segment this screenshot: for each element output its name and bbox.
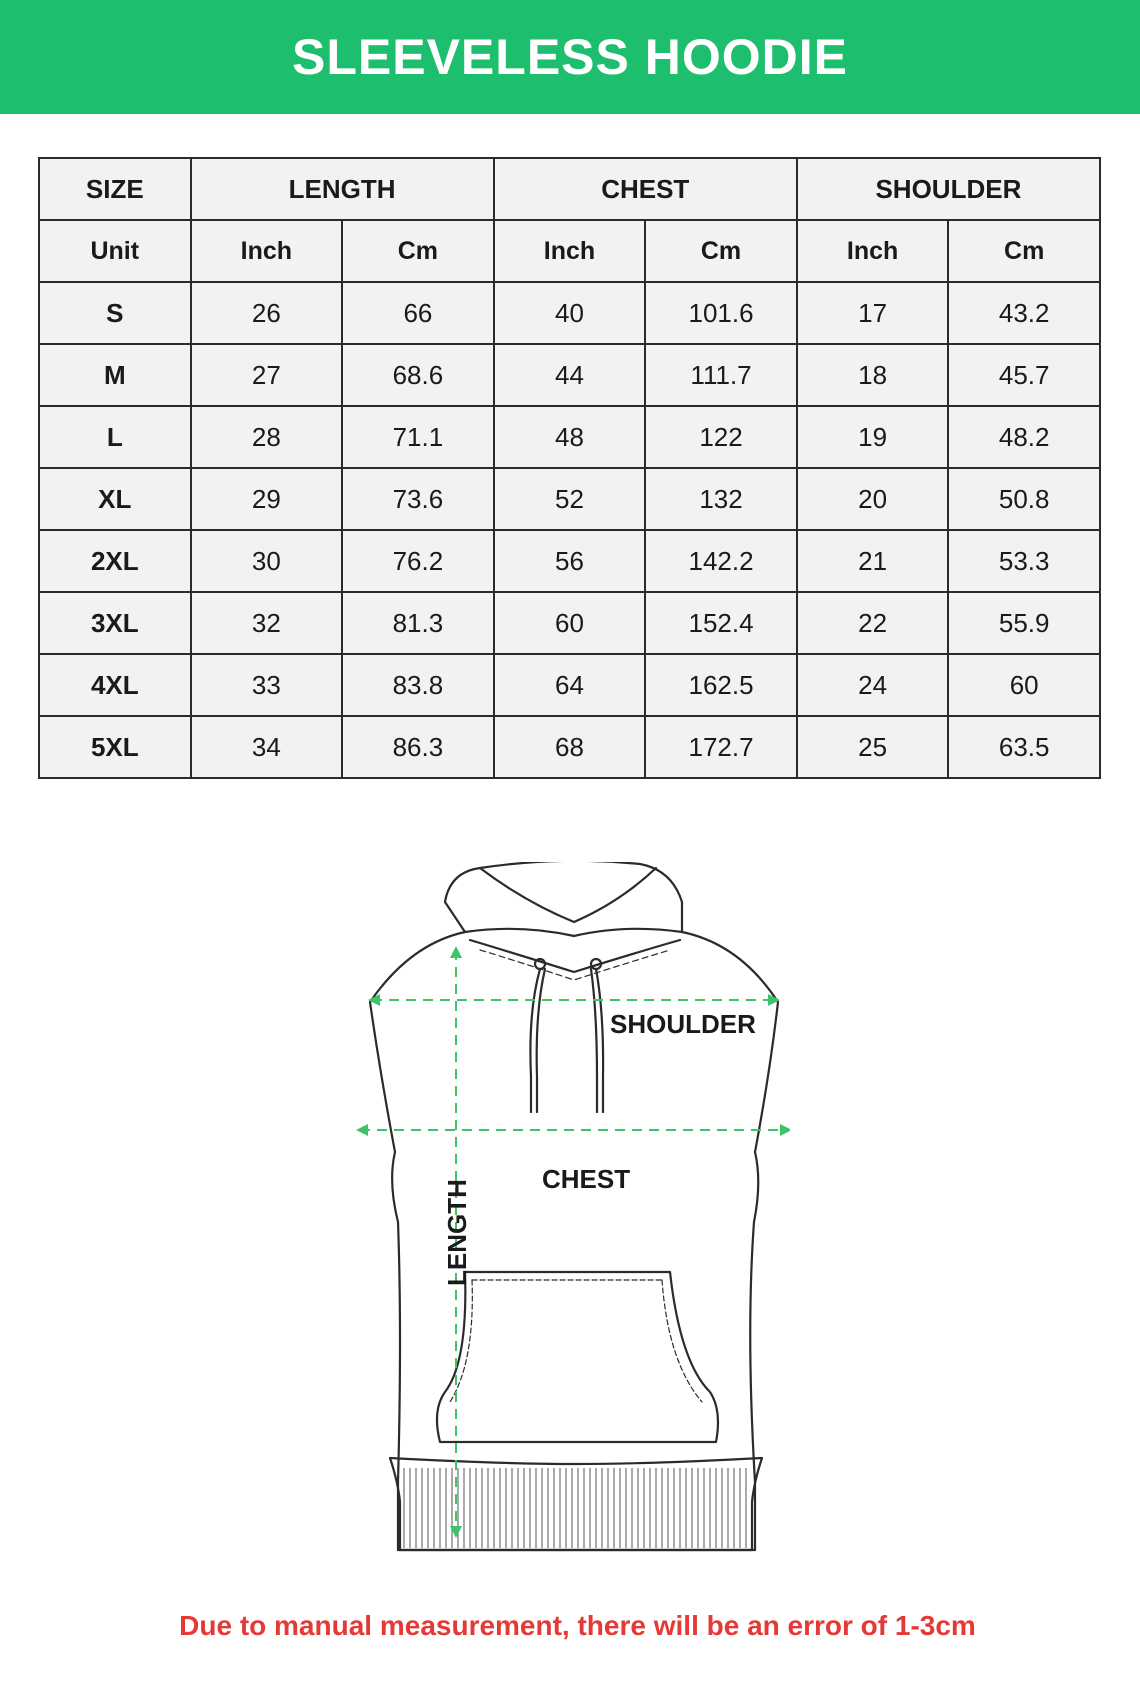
measure-cell: 71.1 [342, 406, 494, 468]
measure-cell: 162.5 [645, 654, 797, 716]
measure-cell: 53.3 [948, 530, 1100, 592]
header-size: SIZE [39, 158, 191, 220]
measure-cell: 21 [797, 530, 949, 592]
hood-outline [445, 862, 682, 932]
drawstring-left [530, 969, 540, 1112]
measure-cell: 86.3 [342, 716, 494, 778]
measure-cell: 34 [191, 716, 343, 778]
measure-cell: 68 [494, 716, 646, 778]
measure-cell: 60 [948, 654, 1100, 716]
measure-cell: 73.6 [342, 468, 494, 530]
measurement-note: Due to manual measurement, there will be an error of 1-3cm [179, 1610, 976, 1641]
title-banner [0, 0, 1140, 114]
size-cell: XL [39, 468, 191, 530]
header-shoulder: SHOULDER [797, 158, 1100, 220]
measure-cell: 52 [494, 468, 646, 530]
chest-arrow-left [356, 1124, 368, 1136]
shoulder-label: SHOULDER [610, 1009, 756, 1039]
measure-cell: 111.7 [645, 344, 797, 406]
measure-cell: 66 [342, 282, 494, 344]
unit-cell: Cm [948, 220, 1100, 282]
table-row [39, 344, 1100, 406]
measure-cell: 44 [494, 344, 646, 406]
measure-cell: 50.8 [948, 468, 1100, 530]
measure-cell: 56 [494, 530, 646, 592]
chest-label: CHEST [542, 1164, 631, 1194]
measure-cell: 60 [494, 592, 646, 654]
measure-cell: 43.2 [948, 282, 1100, 344]
measure-cell: 20 [797, 468, 949, 530]
table-row [39, 530, 1100, 592]
table-row [39, 282, 1100, 344]
header-length: LENGTH [191, 158, 494, 220]
chest-arrow-right [780, 1124, 790, 1136]
measure-cell: 76.2 [342, 530, 494, 592]
measure-cell: 83.8 [342, 654, 494, 716]
measure-cell: 29 [191, 468, 343, 530]
measure-cell: 172.7 [645, 716, 797, 778]
pocket-outline [437, 1272, 718, 1442]
measure-cell: 25 [797, 716, 949, 778]
table-row [39, 592, 1100, 654]
size-chart-table [38, 157, 1101, 779]
measure-cell: 33 [191, 654, 343, 716]
table-row [39, 716, 1100, 778]
measure-cell: 24 [797, 654, 949, 716]
measure-cell: 45.7 [948, 344, 1100, 406]
measure-cell: 19 [797, 406, 949, 468]
size-cell: 3XL [39, 592, 191, 654]
table-header-row [39, 158, 1100, 220]
size-cell: 4XL [39, 654, 191, 716]
measure-cell: 101.6 [645, 282, 797, 344]
unit-cell: Inch [494, 220, 646, 282]
measure-cell: 64 [494, 654, 646, 716]
header-chest: CHEST [494, 158, 797, 220]
table-row [39, 468, 1100, 530]
measure-cell: 48 [494, 406, 646, 468]
measure-cell: 55.9 [948, 592, 1100, 654]
unit-cell: Inch [191, 220, 343, 282]
length-label: LENGTH [441, 1179, 472, 1286]
measure-cell: 30 [191, 530, 343, 592]
measure-cell: 152.4 [645, 592, 797, 654]
table-row [39, 654, 1100, 716]
measure-cell: 63.5 [948, 716, 1100, 778]
size-cell: S [39, 282, 191, 344]
table-row [39, 406, 1100, 468]
length-arrow-top [450, 946, 462, 958]
page-title: SLEEVELESS HOODIE [291, 29, 848, 85]
measure-cell: 17 [797, 282, 949, 344]
measure-cell: 81.3 [342, 592, 494, 654]
measure-cell: 28 [191, 406, 343, 468]
size-cell: 5XL [39, 716, 191, 778]
unit-cell: Cm [342, 220, 494, 282]
measure-cell: 27 [191, 344, 343, 406]
measure-cell: 26 [191, 282, 343, 344]
measure-cell: 22 [797, 592, 949, 654]
measure-cell: 48.2 [948, 406, 1100, 468]
size-cell: M [39, 344, 191, 406]
unit-cell: Inch [797, 220, 949, 282]
size-cell: 2XL [39, 530, 191, 592]
measure-cell: 32 [191, 592, 343, 654]
unit-cell: Unit [39, 220, 191, 282]
measure-cell: 142.2 [645, 530, 797, 592]
measure-cell: 122 [645, 406, 797, 468]
measure-cell: 68.6 [342, 344, 494, 406]
measure-cell: 40 [494, 282, 646, 344]
hoodie-diagram [350, 862, 790, 1562]
size-cell: L [39, 406, 191, 468]
unit-cell: Cm [645, 220, 797, 282]
measure-cell: 132 [645, 468, 797, 530]
measure-cell: 18 [797, 344, 949, 406]
table-units-row [39, 220, 1100, 282]
